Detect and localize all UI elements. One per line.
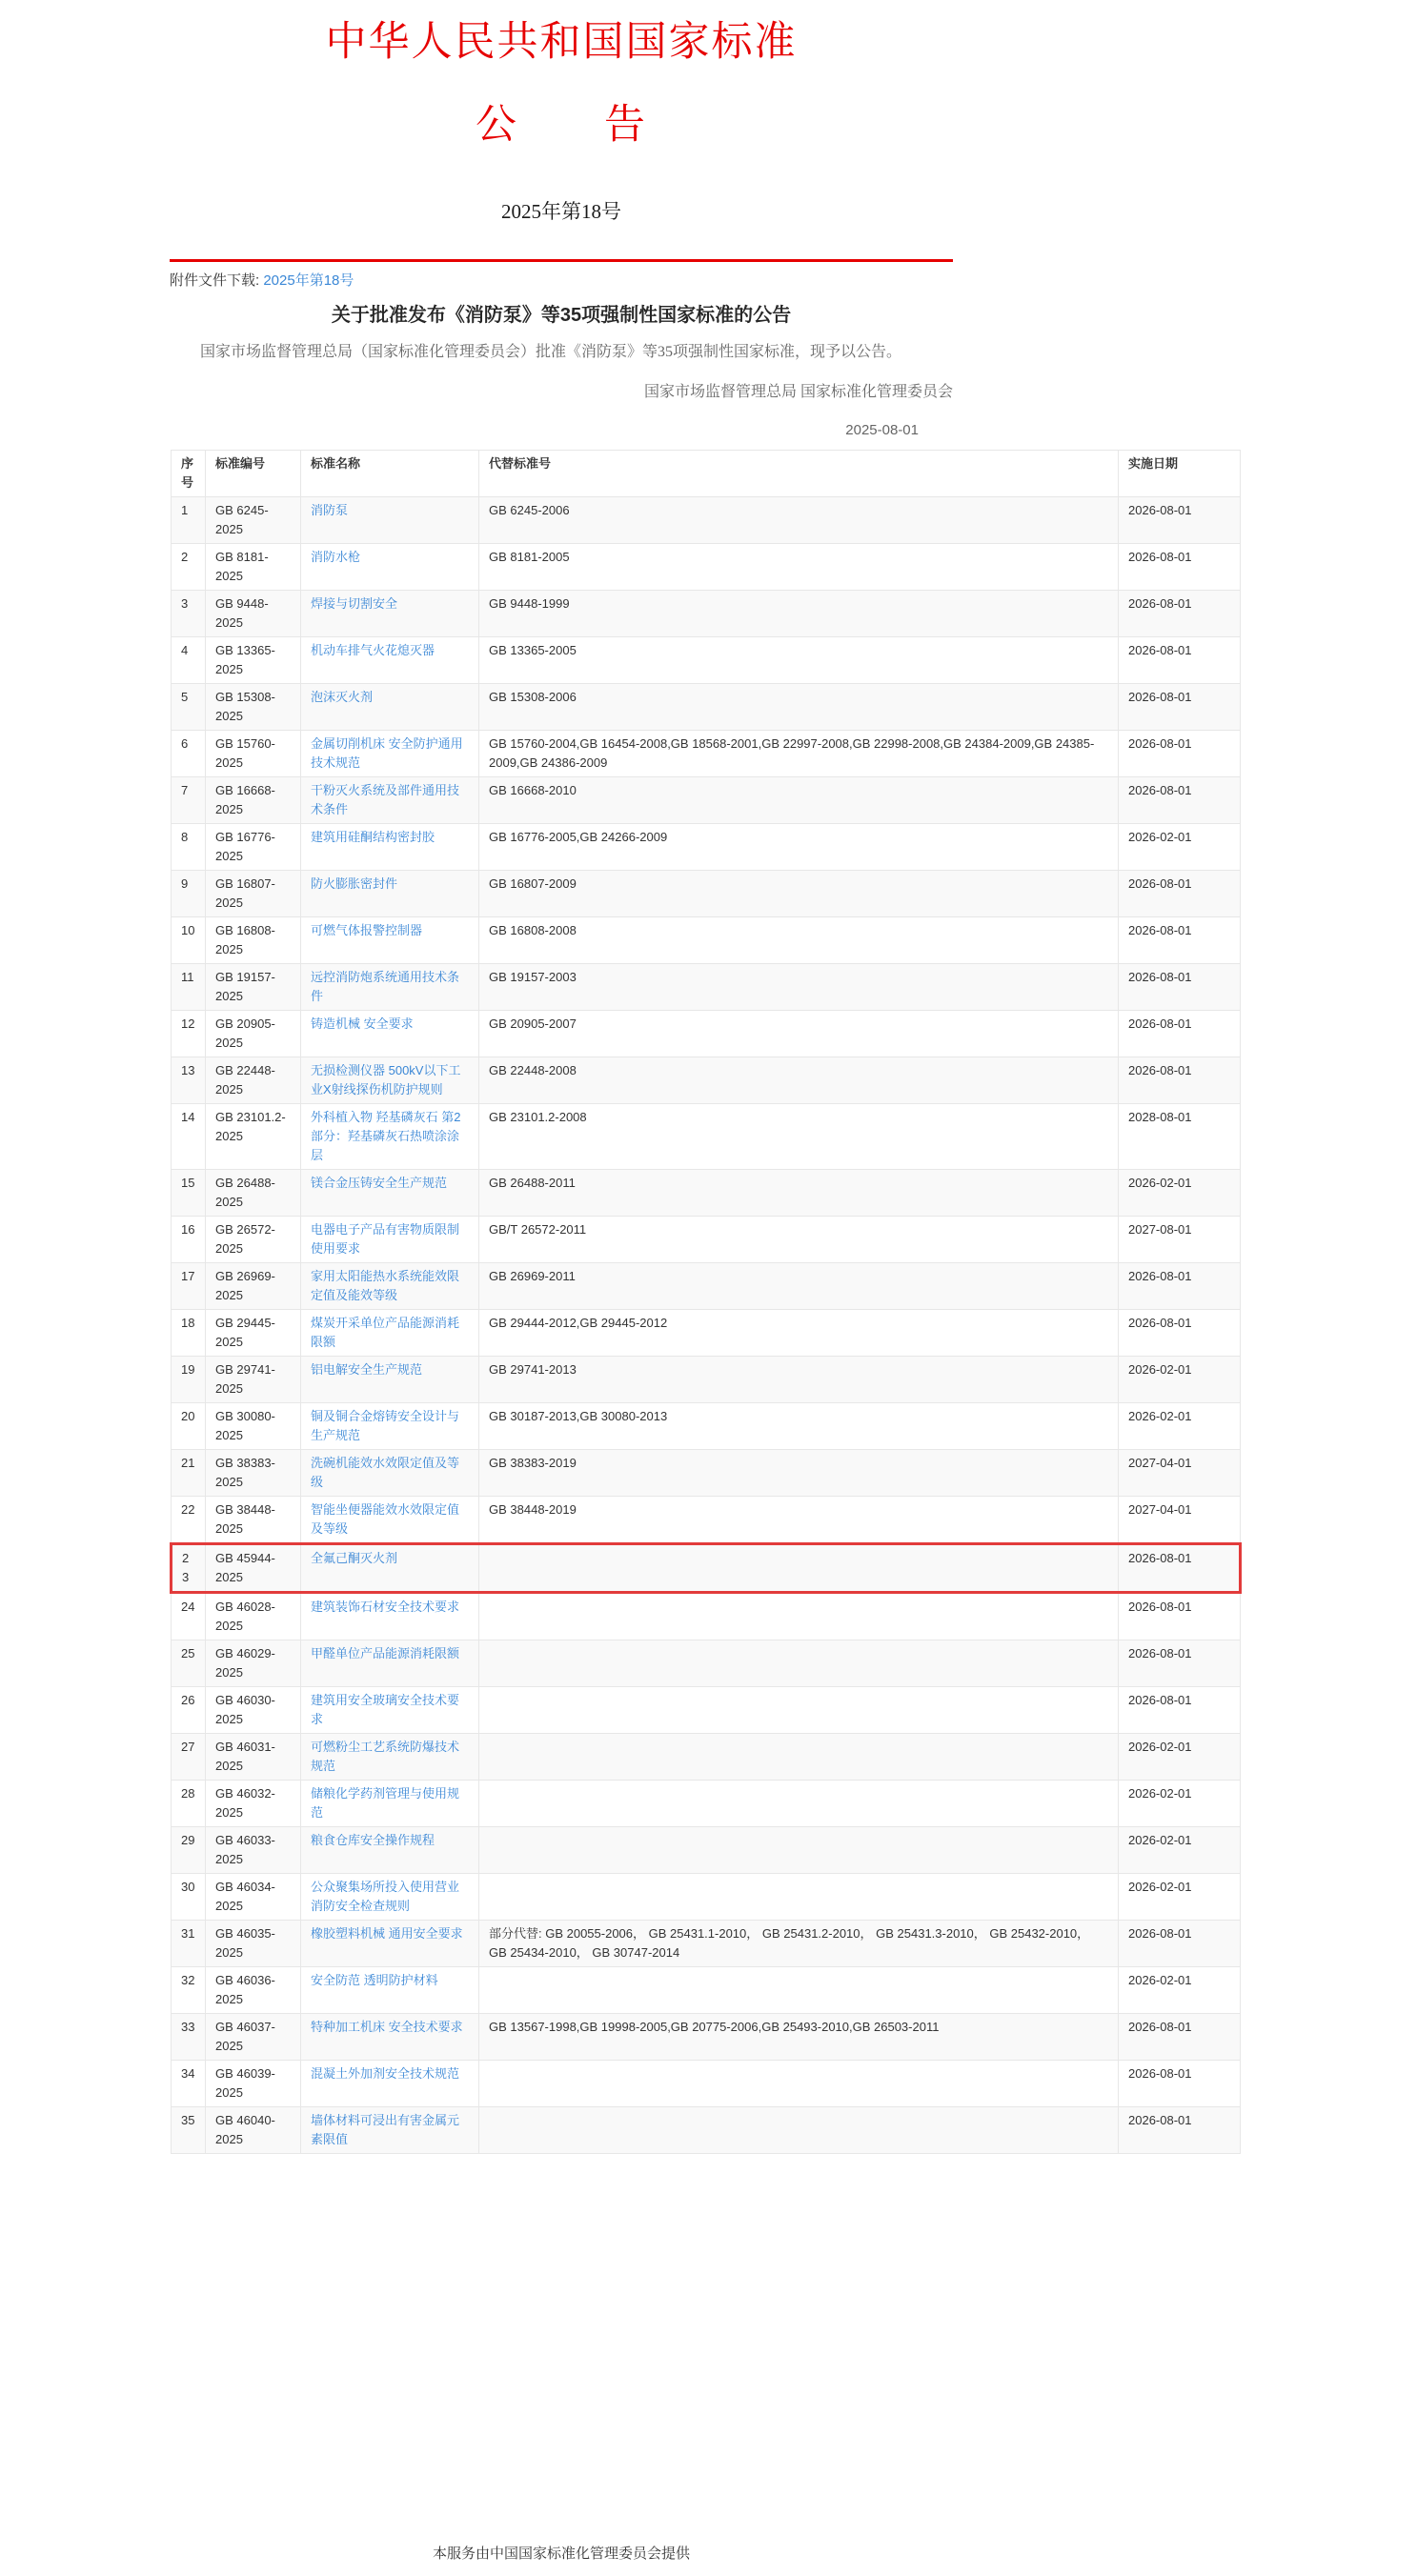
cell-replaced-standards: GB 23101.2-2008 (479, 1104, 1119, 1170)
cell-standard-name (301, 1544, 479, 1593)
standard-name-link[interactable]: 焊接与切割安全 (311, 596, 398, 612)
cell-standard-code: GB 16668-2025 (206, 777, 301, 824)
standard-name-link[interactable]: 建筑用硅酮结构密封胶 (311, 830, 435, 845)
cell-index: 30 (172, 1874, 206, 1921)
cell-effective-date: 2026-08-01 (1119, 2061, 1241, 2107)
cell-replaced-standards (479, 1827, 1119, 1874)
cell-effective-date: 2026-08-01 (1119, 1640, 1241, 1687)
cell-index: 13 (172, 1057, 206, 1104)
standard-name-link[interactable]: 外科植入物 羟基磷灰石 第2部分：羟基磷灰石热喷涂涂层 (311, 1110, 461, 1163)
standard-name-link[interactable]: 可燃气体报警控制器 (311, 923, 423, 938)
cell-standard-code: GB 16776-2025 (206, 824, 301, 871)
cell-standard-code: GB 30080-2025 (206, 1403, 301, 1450)
cell-standard-code: GB 46035-2025 (206, 1921, 301, 1967)
cell-effective-date: 2026-02-01 (1119, 1734, 1241, 1781)
cell-effective-date: 2026-08-01 (1119, 1687, 1241, 1734)
cell-standard-code: GB 13365-2025 (206, 637, 301, 684)
cell-standard-name (301, 1921, 479, 1967)
cell-standard-name (301, 1170, 479, 1217)
table-row (172, 1640, 1241, 1687)
cell-effective-date: 2027-04-01 (1119, 1497, 1241, 1544)
cell-effective-date: 2026-08-01 (1119, 1310, 1241, 1357)
cell-replaced-standards (479, 1593, 1119, 1640)
standard-name-link[interactable]: 金属切削机床 安全防护通用技术规范 (311, 736, 463, 771)
cell-standard-name (301, 637, 479, 684)
cell-standard-name (301, 824, 479, 871)
cell-standard-name (301, 1593, 479, 1640)
cell-standard-code: GB 46040-2025 (206, 2107, 301, 2154)
standard-name-link[interactable]: 电器电子产品有害物质限制使用要求 (311, 1222, 460, 1257)
cell-replaced-standards: GB 13567-1998,GB 19998-2005,GB 20775-2006,GB 25493-2010,GB 26503-2011 (479, 2014, 1119, 2061)
standard-name-link[interactable]: 远控消防炮系统通用技术条件 (311, 970, 460, 1004)
cell-effective-date: 2026-08-01 (1119, 1593, 1241, 1640)
cell-effective-date: 2026-08-01 (1119, 2107, 1241, 2154)
cell-standard-code: GB 46037-2025 (206, 2014, 301, 2061)
cell-index: 5 (172, 684, 206, 731)
table-row (172, 1734, 1241, 1781)
cell-replaced-standards: GB 20905-2007 (479, 1011, 1119, 1057)
table-row (172, 1310, 1241, 1357)
cell-index: 3 (172, 591, 206, 637)
standard-name-link[interactable]: 墙体材料可浸出有害金属元素限值 (311, 2113, 460, 2147)
cell-replaced-standards: GB 38383-2019 (479, 1450, 1119, 1497)
standard-name-link[interactable]: 建筑用安全玻璃安全技术要求 (311, 1693, 460, 1727)
cell-replaced-standards: GB 38448-2019 (479, 1497, 1119, 1544)
cell-standard-name (301, 1967, 479, 2014)
cell-standard-name (301, 1874, 479, 1921)
table-row (172, 2014, 1241, 2061)
cell-standard-code: GB 26969-2025 (206, 1263, 301, 1310)
cell-effective-date: 2026-08-01 (1119, 544, 1241, 591)
standard-name-link[interactable]: 公众聚集场所投入使用营业消防安全检查规则 (311, 1880, 460, 1914)
cell-standard-code: GB 29445-2025 (206, 1310, 301, 1357)
table-row (172, 1403, 1241, 1450)
cell-effective-date: 2026-08-01 (1119, 1544, 1241, 1593)
standard-name-link[interactable]: 智能坐便器能效水效限定值及等级 (311, 1502, 460, 1537)
cell-standard-code: GB 26488-2025 (206, 1170, 301, 1217)
cell-replaced-standards: GB 19157-2003 (479, 964, 1119, 1011)
cell-effective-date: 2026-08-01 (1119, 2014, 1241, 2061)
table-row (172, 684, 1241, 731)
table-row (172, 1874, 1241, 1921)
standard-name-link[interactable]: 泡沫灭火剂 (311, 690, 374, 705)
cell-standard-name (301, 1217, 479, 1263)
standard-name-link[interactable]: 可燃粉尘工艺系统防爆技术规范 (311, 1740, 460, 1774)
cell-replaced-standards (479, 1640, 1119, 1687)
cell-effective-date: 2026-08-01 (1119, 497, 1241, 544)
cell-standard-code: GB 22448-2025 (206, 1057, 301, 1104)
cell-index: 4 (172, 637, 206, 684)
cell-replaced-standards: GB 22448-2008 (479, 1057, 1119, 1104)
cell-standard-name (301, 964, 479, 1011)
table-row (172, 1450, 1241, 1497)
cell-effective-date: 2026-02-01 (1119, 1967, 1241, 2014)
table-row (172, 917, 1241, 964)
standard-name-link[interactable]: 粮食仓库安全操作规程 (311, 1833, 435, 1848)
cell-effective-date: 2026-08-01 (1119, 637, 1241, 684)
cell-effective-date: 2026-02-01 (1119, 1781, 1241, 1827)
standard-name-link[interactable]: 机动车排气火花熄灭器 (311, 643, 435, 658)
announcement-body: 国家市场监督管理总局（国家标准化管理委员会）批准《消防泵》等35项强制性国家标准，现予以公告。 (200, 344, 902, 361)
table-row (172, 824, 1241, 871)
cell-standard-name (301, 591, 479, 637)
cell-replaced-standards: GB 30187-2013,GB 30080-2013 (479, 1403, 1119, 1450)
cell-effective-date: 2026-08-01 (1119, 591, 1241, 637)
cell-replaced-standards (479, 1687, 1119, 1734)
cell-standard-name (301, 1057, 479, 1104)
standard-name-link[interactable]: 消防水枪 (311, 550, 361, 565)
cell-index: 27 (172, 1734, 206, 1781)
standard-name-link[interactable]: 特种加工机床 安全技术要求 (311, 2020, 463, 2035)
column-header: 标准编号 (206, 451, 301, 497)
table-row (172, 1593, 1241, 1640)
cell-replaced-standards: GB 26969-2011 (479, 1263, 1119, 1310)
cell-standard-name (301, 1781, 479, 1827)
cell-replaced-standards: GB 16808-2008 (479, 917, 1119, 964)
table-row (172, 1967, 1241, 2014)
cell-standard-code: GB 19157-2025 (206, 964, 301, 1011)
cell-replaced-standards (479, 1544, 1119, 1593)
cell-index: 22 (172, 1497, 206, 1544)
table-row (172, 1687, 1241, 1734)
cell-standard-name (301, 1640, 479, 1687)
cell-index: 25 (172, 1640, 206, 1687)
red-divider (170, 259, 953, 262)
cell-index: 10 (172, 917, 206, 964)
cell-index: 18 (172, 1310, 206, 1357)
cell-standard-code: GB 26572-2025 (206, 1217, 301, 1263)
standard-name-link[interactable]: 防火膨胀密封件 (311, 876, 398, 892)
cell-replaced-standards: GB 29741-2013 (479, 1357, 1119, 1403)
table-row (172, 1921, 1241, 1967)
standard-name-link[interactable]: 橡胶塑料机械 通用安全要求 (311, 1926, 463, 1942)
cell-effective-date: 2026-08-01 (1119, 1921, 1241, 1967)
cell-replaced-standards: GB 16668-2010 (479, 777, 1119, 824)
cell-index: 11 (172, 964, 206, 1011)
cell-standard-code: GB 46034-2025 (206, 1874, 301, 1921)
cell-index: 9 (172, 871, 206, 917)
cell-standard-name (301, 544, 479, 591)
standard-name-link[interactable]: 建筑装饰石材安全技术要求 (311, 1600, 460, 1615)
cell-standard-code: GB 6245-2025 (206, 497, 301, 544)
cell-index: 20 (172, 1403, 206, 1450)
cell-replaced-standards: GB 15760-2004,GB 16454-2008,GB 18568-2001,GB 22997-2008,GB 22998-2008,GB 24384-2009,GB 24385-2009,GB 24386-2009 (479, 731, 1119, 777)
cell-effective-date: 2026-02-01 (1119, 824, 1241, 871)
standard-name-link[interactable]: 铜及铜合金熔铸安全设计与生产规范 (311, 1409, 460, 1443)
cell-standard-name (301, 777, 479, 824)
table-row (172, 1217, 1241, 1263)
cell-standard-code: GB 9448-2025 (206, 591, 301, 637)
cell-effective-date: 2027-08-01 (1119, 1217, 1241, 1263)
attachment-label: 附件文件下载: (170, 272, 260, 290)
cell-standard-name (301, 1497, 479, 1544)
cell-replaced-standards (479, 1874, 1119, 1921)
cell-replaced-standards: GB 16807-2009 (479, 871, 1119, 917)
standard-name-link[interactable]: 安全防范 透明防护材料 (311, 1973, 438, 1988)
cell-effective-date: 2026-08-01 (1119, 731, 1241, 777)
cell-effective-date: 2026-08-01 (1119, 1057, 1241, 1104)
cell-effective-date: 2028-08-01 (1119, 1104, 1241, 1170)
attachment-row (170, 270, 953, 290)
cell-standard-code: GB 46033-2025 (206, 1827, 301, 1874)
cell-standard-name (301, 1450, 479, 1497)
cell-index: 16 (172, 1217, 206, 1263)
cell-replaced-standards (479, 1781, 1119, 1827)
cell-index: 33 (172, 2014, 206, 2061)
standard-name-link[interactable]: 铝电解安全生产规范 (311, 1362, 423, 1378)
standard-name-link[interactable]: 储粮化学药剂管理与使用规范 (311, 1786, 460, 1821)
cell-standard-code: GB 20905-2025 (206, 1011, 301, 1057)
cell-standard-code: GB 16808-2025 (206, 917, 301, 964)
cell-index: 19 (172, 1357, 206, 1403)
cell-standard-name (301, 2014, 479, 2061)
standard-name-link[interactable]: 全氟己酮灭火剂 (311, 1551, 398, 1566)
table-row (172, 1057, 1241, 1104)
cell-effective-date: 2026-02-01 (1119, 1170, 1241, 1217)
standard-name-link[interactable]: 铸造机械 安全要求 (311, 1016, 414, 1032)
table-row (172, 1497, 1241, 1544)
cell-index: 14 (172, 1104, 206, 1170)
cell-replaced-standards: GB 26488-2011 (479, 1170, 1119, 1217)
cell-standard-code: GB 16807-2025 (206, 871, 301, 917)
cell-effective-date: 2026-08-01 (1119, 777, 1241, 824)
table-row (172, 1781, 1241, 1827)
cell-index: 34 (172, 2061, 206, 2107)
cell-standard-name (301, 1687, 479, 1734)
table-row (172, 1170, 1241, 1217)
column-header: 序号 (172, 451, 206, 497)
cell-index: 1 (172, 497, 206, 544)
table-row (172, 544, 1241, 591)
cell-standard-name (301, 2107, 479, 2154)
standard-name-link[interactable]: 镁合金压铸安全生产规范 (311, 1176, 448, 1191)
cell-index: 32 (172, 1967, 206, 2014)
cell-standard-name (301, 2061, 479, 2107)
cell-index: 23 (172, 1544, 206, 1593)
cell-index: 8 (172, 824, 206, 871)
cell-replaced-standards (479, 2107, 1119, 2154)
standards-table (170, 450, 1242, 2154)
cell-standard-name (301, 684, 479, 731)
cell-replaced-standards: GB 29444-2012,GB 29445-2012 (479, 1310, 1119, 1357)
cell-standard-code: GB 46028-2025 (206, 1593, 301, 1640)
cell-effective-date: 2026-08-01 (1119, 917, 1241, 964)
standard-name-link[interactable]: 消防泵 (311, 503, 349, 518)
cell-effective-date: 2026-02-01 (1119, 1827, 1241, 1874)
cell-index: 26 (172, 1687, 206, 1734)
cell-standard-code: GB 46032-2025 (206, 1781, 301, 1827)
table-row (172, 1011, 1241, 1057)
table-row (172, 1263, 1241, 1310)
cell-standard-code: GB 23101.2-2025 (206, 1104, 301, 1170)
table-row (172, 637, 1241, 684)
standard-name-link[interactable]: 混凝土外加剂安全技术规范 (311, 2066, 460, 2082)
cell-replaced-standards: 部分代替: GB 20055-2006， GB 25431.1-2010， GB 25431.2-2010， GB 25431.3-2010， GB 25432-2010， GB 25434-2010， GB 30747-2014 (479, 1921, 1119, 1967)
publish-date: 2025-08-01 (845, 422, 919, 439)
cell-replaced-standards: GB 9448-1999 (479, 591, 1119, 637)
cell-replaced-standards (479, 1734, 1119, 1781)
cell-standard-name (301, 1827, 479, 1874)
cell-replaced-standards: GB 16776-2005,GB 24266-2009 (479, 824, 1119, 871)
cell-replaced-standards: GB 8181-2005 (479, 544, 1119, 591)
table-row (172, 1357, 1241, 1403)
cell-index: 31 (172, 1921, 206, 1967)
cell-standard-name (301, 1357, 479, 1403)
table-header-row (172, 451, 1241, 497)
cell-standard-name (301, 1734, 479, 1781)
standard-name-link[interactable]: 甲醛单位产品能源消耗限额 (311, 1646, 460, 1661)
table-row (172, 871, 1241, 917)
cell-replaced-standards: GB 15308-2006 (479, 684, 1119, 731)
column-header: 代替标准号 (479, 451, 1119, 497)
cell-standard-code: GB 8181-2025 (206, 544, 301, 591)
page-title: 中华人民共和国国家标准 (325, 20, 798, 65)
cell-index: 17 (172, 1263, 206, 1310)
cell-standard-name (301, 1310, 479, 1357)
standard-name-link[interactable]: 家用太阳能热水系统能效限定值及能效等级 (311, 1269, 460, 1303)
standard-name-link[interactable]: 煤炭开采单位产品能源消耗限额 (311, 1316, 460, 1350)
attachment-link[interactable]: 2025年第18号 (263, 272, 354, 290)
table-row (172, 2061, 1241, 2107)
cell-standard-name (301, 1011, 479, 1057)
page-subtitle: 公 告 (476, 103, 647, 149)
cell-effective-date: 2026-08-01 (1119, 684, 1241, 731)
cell-standard-name (301, 497, 479, 544)
cell-replaced-standards: GB/T 26572-2011 (479, 1217, 1119, 1263)
cell-replaced-standards: GB 13365-2005 (479, 637, 1119, 684)
cell-standard-code: GB 29741-2025 (206, 1357, 301, 1403)
column-header: 标准名称 (301, 451, 479, 497)
cell-standard-code: GB 46031-2025 (206, 1734, 301, 1781)
cell-index: 6 (172, 731, 206, 777)
signature: 国家市场监督管理总局 国家标准化管理委员会 (643, 384, 953, 401)
announcement-title: 关于批准发布《消防泵》等35项强制性国家标准的公告 (331, 305, 792, 327)
table-row (172, 591, 1241, 637)
cell-index: 35 (172, 2107, 206, 2154)
cell-effective-date: 2026-08-01 (1119, 1011, 1241, 1057)
cell-replaced-standards: GB 6245-2006 (479, 497, 1119, 544)
issue-number: 2025年第18号 (501, 200, 621, 224)
cell-standard-name (301, 917, 479, 964)
cell-standard-code: GB 46030-2025 (206, 1687, 301, 1734)
cell-index: 15 (172, 1170, 206, 1217)
cell-standard-code: GB 46036-2025 (206, 1967, 301, 2014)
table-row (172, 1104, 1241, 1170)
table-row (172, 497, 1241, 544)
cell-standard-code: GB 46029-2025 (206, 1640, 301, 1687)
cell-effective-date: 2026-02-01 (1119, 1357, 1241, 1403)
cell-index: 29 (172, 1827, 206, 1874)
cell-standard-code: GB 46039-2025 (206, 2061, 301, 2107)
cell-standard-code: GB 38383-2025 (206, 1450, 301, 1497)
footer-text: 本服务由中国国家标准化管理委员会提供 (432, 2546, 690, 2563)
cell-standard-name (301, 1263, 479, 1310)
cell-standard-name (301, 871, 479, 917)
cell-effective-date: 2026-02-01 (1119, 1403, 1241, 1450)
cell-effective-date: 2026-08-01 (1119, 871, 1241, 917)
cell-index: 21 (172, 1450, 206, 1497)
cell-standard-code: GB 38448-2025 (206, 1497, 301, 1544)
table-row (172, 777, 1241, 824)
standard-name-link[interactable]: 干粉灭火系统及部件通用技术条件 (311, 783, 460, 817)
cell-index: 24 (172, 1593, 206, 1640)
cell-replaced-standards (479, 1967, 1119, 2014)
cell-index: 28 (172, 1781, 206, 1827)
cell-index: 12 (172, 1011, 206, 1057)
cell-effective-date: 2026-08-01 (1119, 1263, 1241, 1310)
table-row-highlighted (172, 1544, 1241, 1593)
cell-standard-code: GB 15308-2025 (206, 684, 301, 731)
standard-name-link[interactable]: 洗碗机能效水效限定值及等级 (311, 1456, 460, 1490)
table-row (172, 2107, 1241, 2154)
column-header: 实施日期 (1119, 451, 1241, 497)
cell-index: 2 (172, 544, 206, 591)
cell-standard-name (301, 1104, 479, 1170)
cell-standard-code: GB 15760-2025 (206, 731, 301, 777)
cell-replaced-standards (479, 2061, 1119, 2107)
cell-standard-name (301, 1403, 479, 1450)
table-row (172, 731, 1241, 777)
cell-effective-date: 2026-08-01 (1119, 964, 1241, 1011)
cell-index: 7 (172, 777, 206, 824)
cell-standard-code: GB 45944-2025 (206, 1544, 301, 1593)
table-row (172, 1827, 1241, 1874)
table-row (172, 964, 1241, 1011)
cell-effective-date: 2027-04-01 (1119, 1450, 1241, 1497)
cell-effective-date: 2026-02-01 (1119, 1874, 1241, 1921)
cell-standard-name (301, 731, 479, 777)
standard-name-link[interactable]: 无损检测仪器 500kV以下工业X射线探伤机防护规则 (311, 1063, 461, 1097)
